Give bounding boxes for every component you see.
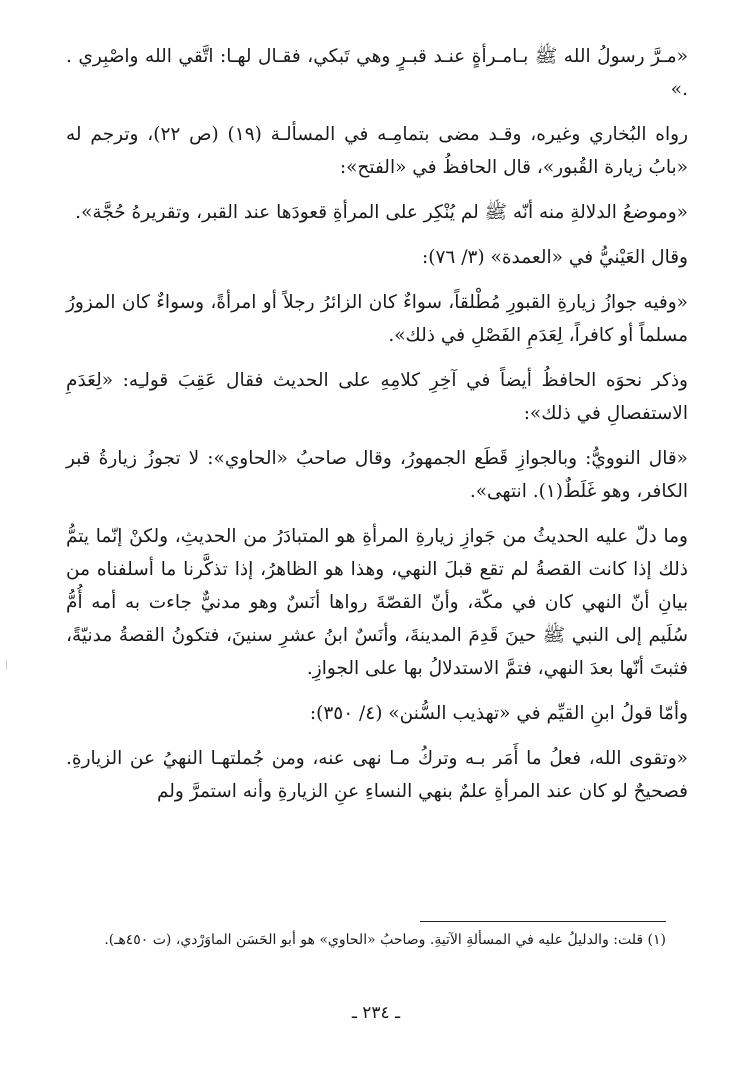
ayni-intro: وقال العَيْنيُّ في «العمدة» (٣/ ٧٦): <box>422 247 688 268</box>
narration-paragraph: رواه البُخاري وغيره، وقـد مضى بتمامِـه في المسألـة (١٩) (ص ٢٢)، وترجم له «بابُ زيارة القُبور»، قال الحافظُ في «الفتح»: <box>66 124 689 178</box>
margin-mark <box>6 660 7 670</box>
page-number: ـ ٢٣٤ ـ <box>351 1003 401 1023</box>
tahdhib-quote: «وتقوى الله، فعلُ ما أَمَر بـه وتركُ مـا نهى عنه، ومن جُملتهـا النهيُ عن الزيارةِ. فصحيحٌ لو كان عند المرأةِ علمٌ بنهي النساءِ عنِ الزيارةِ وأنه استمرَّ ولم <box>66 748 688 802</box>
ibn-qayyim-intro: وأمّا قولُ ابنِ القيِّم في «تهذيب السُّنن» (٤/ ٣٥٠): <box>309 703 688 724</box>
discussion-paragraph: وما دلّ عليه الحديثُ من جَوازِ زيارةِ المرأةِ هو المتبادَرُ من الحديثِ، ولكنْ إنّما يتمُّ ذلك إذا كانت القصةُ لم تقع قبلَ النهي، وهذا هو الظاهرُ، إذا تذكَّرنا ما أسلفناه من بيانِ أنّ النهي كان في مكّة، وأنّ القصّةَ رواها أنَسٌ وهو مدنيٌّ جاءت به أمه أُمُّ سُلَيم إلى النبي ﷺ حينَ قَدِمَ المدينةَ، وأنَسٌ ابنُ عشرِ سنينَ، فتكونُ القصةُ مدنيّةً، فثبتَ أنّها بعدَ النهي، فتمَّ الاستدلالُ بها على الجوازِ. <box>66 526 688 679</box>
hafiz-paragraph: وذكر نحوَه الحافظُ أيضاً في آخِرِ كلامِهِ على الحديث فقال عَقِبَ قولـِه: «لِعَدَمِ الاستفصالِ في ذلك»: <box>66 370 688 424</box>
fath-quote: «وموضعُ الدلالةِ منه أنّه ﷺ لم يُنْكِر على المرأةِ قعودَها عند القبر، وتقريرهُ حُجَّة». <box>75 202 688 223</box>
hadith-quote: «مـرَّ رسولُ الله ﷺ بـامـرأةٍ عنـد قبـرٍ وهي تَبكي، فقـال لهـا: اتَّقي الله واصْبِري . .» <box>66 46 688 100</box>
footnote: (١) قلت: والدليلُ عليه في المسألةِ الآتيةِ. وصاحبُ «الحاوي» هو أبو الحَسَن الماوَرْدي، (ت ٤٥٠هـ). <box>104 932 666 948</box>
main-text <box>66 40 688 820</box>
umdah-quote: «وفيه جوازُ زيارةِ القبورِ مُطْلقاً، سواءٌ كان الزائرُ رجلاً أو امرأةً، وسواءٌ كان المزورُ مسلماً أو كافراً، لِعَدَمِ الفَصْلِ في ذلك». <box>66 292 688 346</box>
footnote-divider <box>420 921 666 922</box>
nawawi-quote: «قال النوويُّ: وبالجوازِ قَطَع الجمهورُ، وقال صاحبُ «الحاوي»: لا تجوزُ زيارةُ قبر الكافر، وهو غَلَطٌ(١). انتهى». <box>66 448 688 502</box>
